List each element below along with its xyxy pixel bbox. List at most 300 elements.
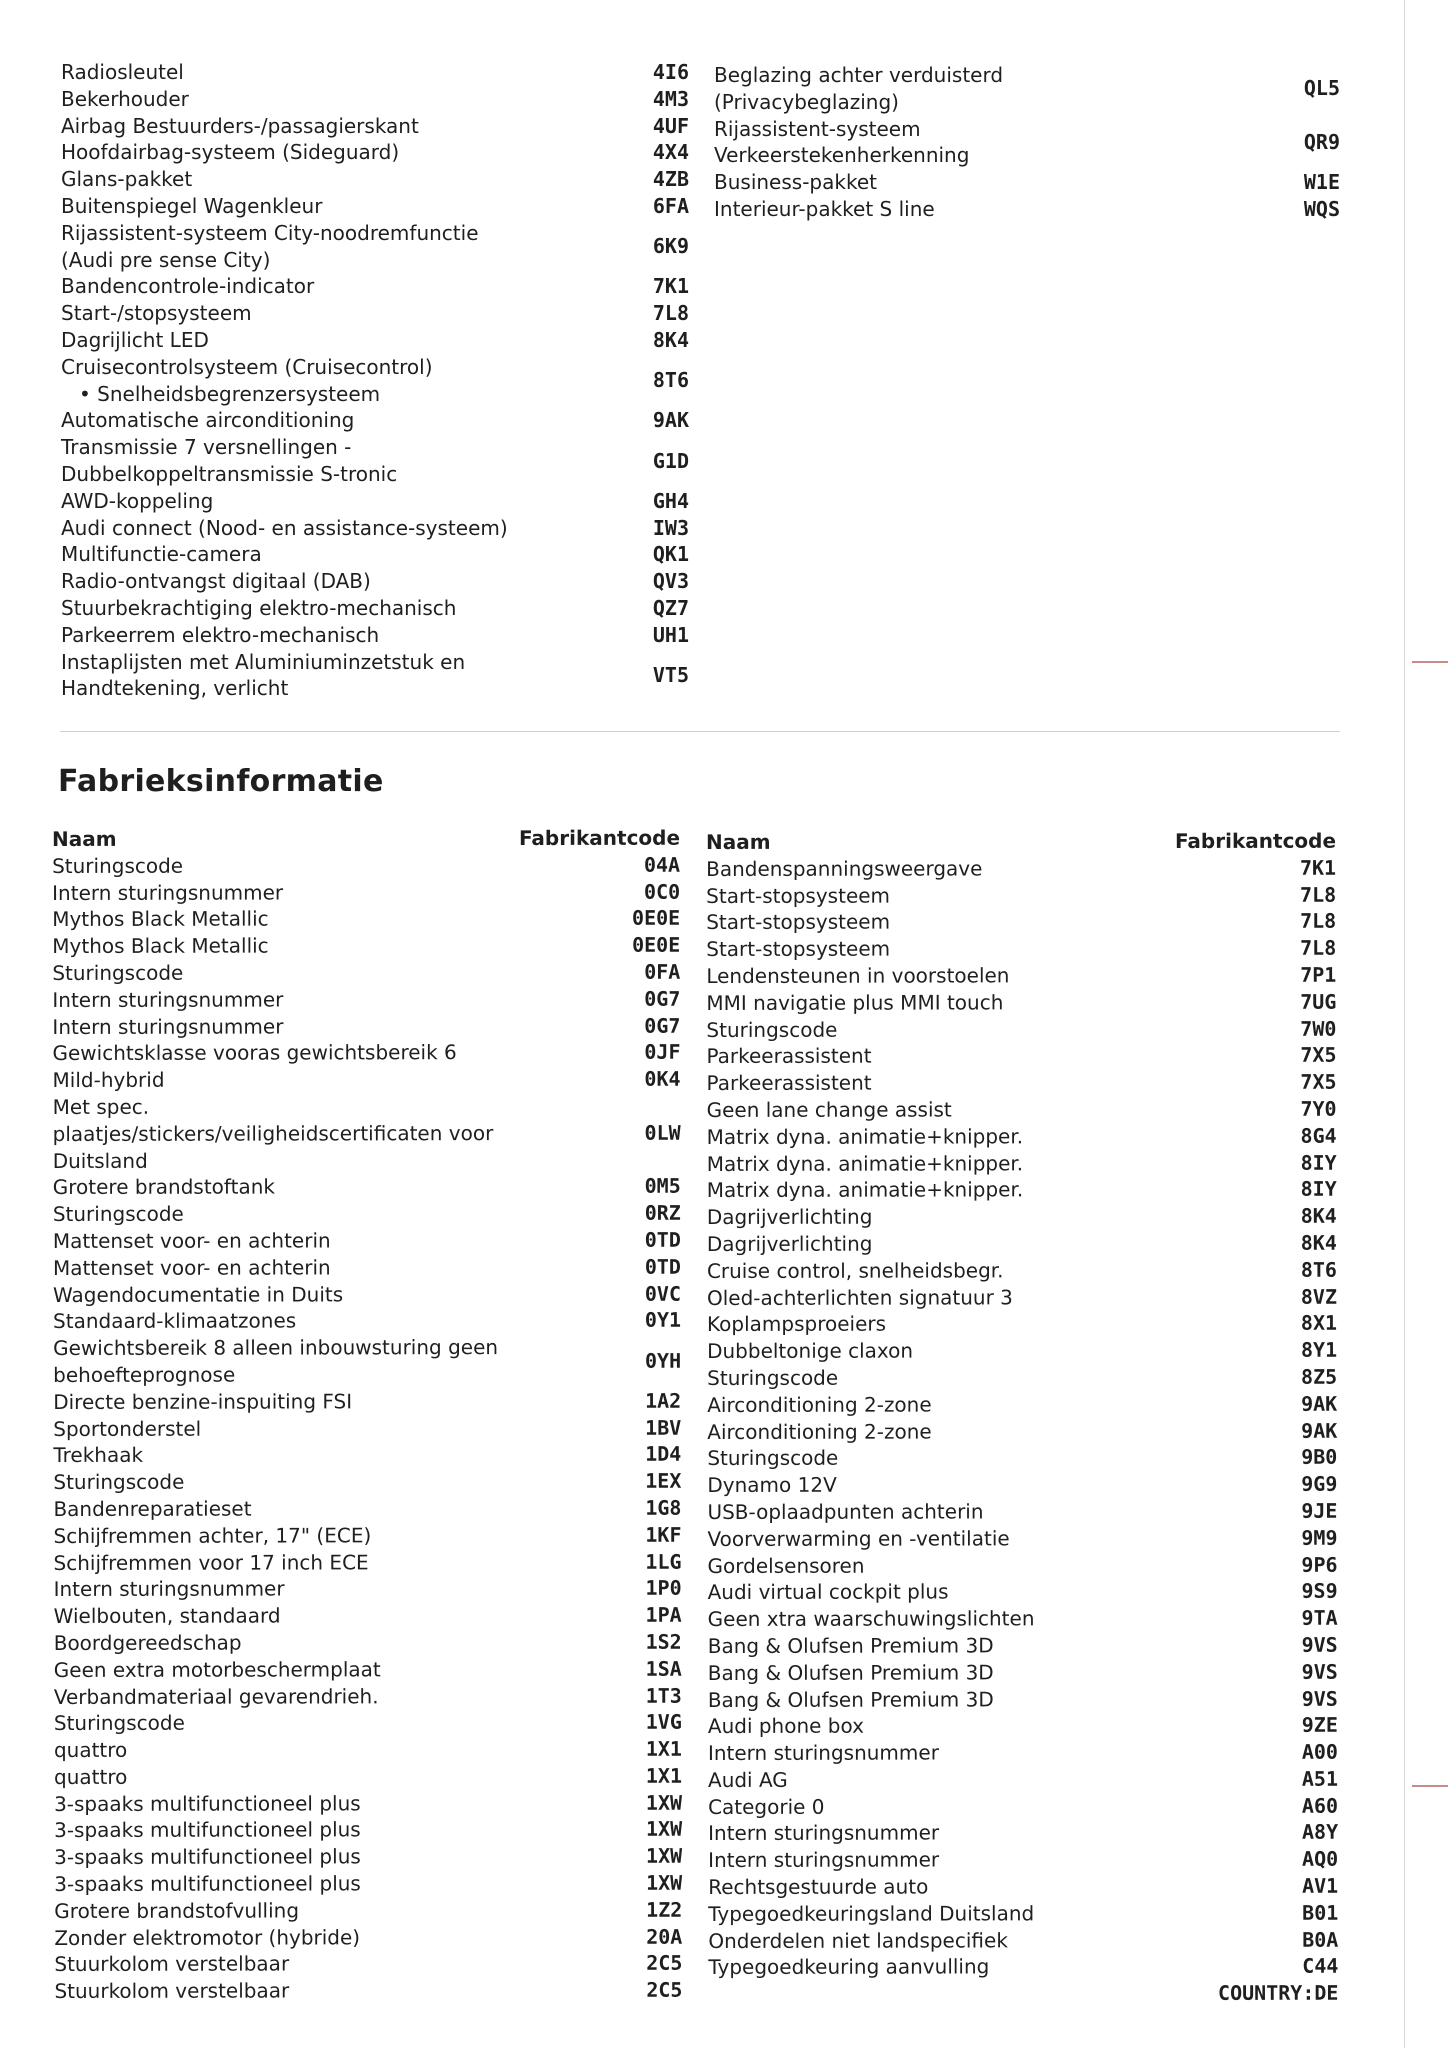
- item-description: [54, 1575, 646, 1603]
- list-item: [707, 1256, 1337, 1284]
- item-code: 1T3: [645, 1683, 682, 1708]
- item-code: 7L8: [652, 301, 689, 326]
- item-description: [53, 1468, 645, 1496]
- list-item: [54, 1843, 682, 1871]
- item-description: [707, 1498, 1301, 1526]
- list-item: [53, 1441, 681, 1469]
- item-code: 0C0: [643, 879, 681, 904]
- item-description-line: Parkeerassistent: [706, 1044, 872, 1069]
- item-code: QZ7: [652, 595, 689, 620]
- item-description: [61, 568, 653, 595]
- item-description: [714, 169, 1304, 196]
- table-header: [52, 825, 680, 853]
- item-code: 0FA: [644, 959, 681, 984]
- item-code: 0TD: [644, 1227, 681, 1252]
- item-description-line: Sturingscode: [53, 1469, 185, 1495]
- list-item: [706, 1015, 1336, 1043]
- item-description-line: Audi virtual cockpit plus: [707, 1579, 949, 1605]
- item-code: GH4: [652, 488, 689, 513]
- list-item: [707, 1176, 1337, 1204]
- item-code: 2C5: [646, 1977, 683, 2003]
- item-description-line: Geen lane change assist: [706, 1097, 952, 1122]
- list-item: [714, 169, 1340, 196]
- list-item: [706, 881, 1336, 909]
- item-code: 7L8: [1299, 882, 1337, 907]
- item-code: 9VS: [1301, 1632, 1338, 1657]
- item-description: [54, 1629, 646, 1657]
- item-description-line: Dagrijlicht LED: [61, 327, 209, 352]
- item-description: [61, 434, 653, 488]
- item-description: [61, 541, 653, 568]
- list-item: [707, 1069, 1337, 1097]
- item-description-line: Start-stopsysteem: [706, 936, 891, 962]
- item-description: [52, 959, 644, 987]
- list-item: [53, 1093, 681, 1175]
- list-item: [708, 1953, 1338, 1981]
- item-code: 9AK: [1301, 1391, 1338, 1416]
- item-description: [53, 1495, 645, 1523]
- item-description-line: Matrix dyna. animatie+knipper.: [706, 1177, 1024, 1203]
- list-item: [53, 1414, 681, 1442]
- list-item: [61, 273, 689, 300]
- list-item: [708, 1873, 1338, 1901]
- list-item: [54, 1950, 682, 1978]
- item-description-line: Airconditioning 2-zone: [707, 1419, 932, 1444]
- item-code: 1P0: [645, 1575, 682, 1601]
- list-item: [706, 1042, 1336, 1070]
- item-description-line: Matrix dyna. animatie+knipper.: [706, 1150, 1024, 1176]
- list-item: [707, 1096, 1337, 1124]
- item-description: [53, 1066, 645, 1094]
- item-description: [61, 166, 653, 193]
- item-description-line: Met spec.: [52, 1094, 150, 1119]
- item-description-line: Dubbelkoppeltransmissie S-tronic: [61, 461, 398, 486]
- item-code: UH1: [652, 622, 689, 647]
- item-description-line: Sportonderstel: [53, 1416, 202, 1441]
- item-code: 1X1: [645, 1763, 683, 1788]
- list-item: [54, 1709, 682, 1737]
- item-description-line: Start-stopsysteem: [706, 883, 891, 908]
- item-description-line: Verkeerstekenherkenning: [714, 143, 970, 168]
- item-description: [53, 1173, 645, 1201]
- item-description: [54, 1843, 646, 1871]
- item-description: [707, 1310, 1301, 1338]
- list-item: [53, 1280, 681, 1308]
- column-header-code: Fabrikantcode: [1174, 828, 1337, 854]
- item-description: [706, 989, 1300, 1017]
- item-description-line: Intern sturingsnummer: [53, 1576, 285, 1602]
- list-item: [53, 1253, 681, 1281]
- item-description-line: Voorverwarming en -ventilatie: [707, 1526, 1010, 1551]
- item-description: [706, 908, 1300, 936]
- item-description: [54, 1602, 646, 1630]
- item-description-line: Radio-ontvangst digitaal (DAB): [61, 569, 371, 594]
- item-code: 9G9: [1301, 1471, 1338, 1496]
- list-item: [707, 1524, 1337, 1552]
- item-description-line: Business-pakket: [714, 170, 877, 195]
- item-description-line: Geen extra motorbeschermplaat: [53, 1657, 381, 1682]
- item-description-line: Geen xtra waarschuwingslichten: [707, 1606, 1035, 1632]
- item-description-line: Wagendocumentatie in Duits: [52, 1281, 344, 1307]
- item-description-line: AWD-koppeling: [61, 488, 214, 513]
- item-description: [53, 1441, 645, 1469]
- list-item: [52, 959, 680, 987]
- list-item: [52, 985, 680, 1013]
- item-description: [708, 1900, 1302, 1928]
- factory-table-left: [52, 825, 682, 2005]
- item-description: [52, 932, 632, 960]
- list-item: [53, 1387, 681, 1415]
- item-description: [61, 595, 653, 622]
- item-code: 1Z2: [646, 1897, 683, 1922]
- item-description-line: 3-spaaks multifunctioneel plus: [54, 1791, 361, 1816]
- item-code: 1LG: [645, 1549, 682, 1574]
- item-description: [53, 1093, 645, 1175]
- item-description-line: behoefteprognose: [53, 1362, 236, 1387]
- item-description: [54, 1897, 646, 1925]
- item-description: [708, 1658, 1302, 1686]
- item-code: 0LW: [644, 1120, 681, 1145]
- item-description: [706, 935, 1300, 963]
- item-description-line: Rechtsgestuurde auto: [708, 1874, 929, 1900]
- item-code: 9JE: [1301, 1498, 1338, 1523]
- item-description-line: Wielbouten, standaard: [53, 1603, 281, 1629]
- item-description-line: Audi connect (Nood- en assistance-systeem): [61, 515, 508, 540]
- list-item: [708, 1900, 1338, 1928]
- list-item: [61, 488, 689, 515]
- item-description-line: Handtekening, verlicht: [61, 676, 289, 701]
- item-code: WQS: [1303, 196, 1340, 221]
- column-header-code: Fabrikantcode: [518, 825, 681, 851]
- list-item: [54, 1816, 682, 1844]
- item-description-line: Gewichtsklasse vooras gewichtsbereik 6: [52, 1040, 457, 1066]
- item-description: [61, 113, 653, 140]
- item-code: W1E: [1303, 170, 1340, 195]
- item-description-line: (Privacybeglazing): [714, 89, 899, 114]
- list-item: [714, 62, 1340, 116]
- item-description-line: Airconditioning 2-zone: [707, 1392, 932, 1417]
- item-description-line: Cruisecontrolsysteem (Cruisecontrol): [61, 354, 433, 379]
- list-item: [54, 1977, 682, 2005]
- item-description-line: Rijassistent-systeem City-noodremfunctie: [61, 220, 479, 245]
- item-description-line: Grotere brandstoftank: [52, 1174, 275, 1200]
- item-description-line: Boordgereedschap: [53, 1630, 242, 1655]
- item-code: 0VC: [644, 1281, 682, 1306]
- item-description: [708, 1873, 1302, 1901]
- item-description: [54, 1789, 646, 1817]
- item-description-line: Start-stopsysteem: [706, 910, 891, 935]
- list-item: [706, 908, 1336, 936]
- item-code: 9VS: [1301, 1659, 1338, 1684]
- item-description: [53, 1414, 645, 1442]
- item-code: 1D4: [645, 1442, 682, 1467]
- item-code: 1A2: [645, 1388, 682, 1413]
- options-list-left: [61, 59, 689, 702]
- item-description-line: Oled-achterlichten signatuur 3: [706, 1284, 1013, 1310]
- item-description-line: 3-spaaks multifunctioneel plus: [54, 1844, 361, 1870]
- list-item: [53, 1200, 681, 1228]
- item-description: [54, 1763, 646, 1791]
- list-item: [708, 1819, 1338, 1847]
- item-code: 1VG: [645, 1709, 682, 1735]
- list-item: [708, 1605, 1338, 1633]
- item-description: [706, 962, 1300, 990]
- item-description-line: Schijfremmen achter, 17" (ECE): [53, 1523, 372, 1548]
- item-description-line: Intern sturingsnummer: [52, 1014, 284, 1039]
- item-description: [708, 1739, 1302, 1767]
- item-description-line: Multifunctie-camera: [61, 542, 262, 567]
- item-description: [54, 1548, 646, 1576]
- item-description: [706, 1042, 1300, 1070]
- item-description-line: Schijfremmen voor 17 inch ECE: [53, 1549, 369, 1575]
- item-description: [707, 1069, 1301, 1097]
- item-code: 1XW: [645, 1790, 683, 1815]
- item-code: AQ0: [1302, 1846, 1339, 1872]
- list-item: [53, 1307, 681, 1335]
- item-code: 8G4: [1300, 1123, 1337, 1148]
- item-code: QK1: [652, 542, 689, 567]
- list-item: [706, 935, 1336, 963]
- list-item: [707, 1364, 1337, 1392]
- list-item: [54, 1682, 682, 1710]
- item-description: [706, 855, 1300, 883]
- item-description-line: 3-spaaks multifunctioneel plus: [54, 1817, 361, 1843]
- list-item: [61, 541, 689, 568]
- list-item: [61, 166, 689, 193]
- scan-mark-top: [1412, 661, 1448, 663]
- item-description-line: Beglazing achter verduisterd: [714, 63, 1004, 87]
- item-code: 7K1: [1299, 855, 1337, 880]
- item-description-line: Bang & Olufsen Premium 3D: [707, 1686, 994, 1712]
- item-description: [53, 1387, 645, 1415]
- item-code: 4I6: [652, 60, 689, 84]
- item-description-line: Parkeerrem elektro-mechanisch: [61, 622, 380, 647]
- item-description: [61, 59, 653, 86]
- list-item: [61, 113, 689, 140]
- item-code: 1EX: [645, 1468, 682, 1493]
- list-item: [61, 434, 689, 488]
- item-description: [52, 852, 644, 880]
- item-code: 8K4: [1300, 1230, 1337, 1255]
- item-description-line: Bekerhouder: [61, 86, 189, 111]
- item-description: [708, 1551, 1302, 1579]
- item-description-line: Stuurkolom verstelbaar: [54, 1978, 290, 2004]
- item-code: B01: [1302, 1900, 1339, 1925]
- item-code: 0Y1: [644, 1308, 682, 1333]
- item-description-line: Sturingscode: [52, 960, 184, 985]
- item-description-line: Onderdelen niet landspecifiek: [708, 1928, 1008, 1953]
- item-description-line: Bang & Olufsen Premium 3D: [707, 1660, 994, 1685]
- item-code: A00: [1301, 1739, 1338, 1764]
- item-code: 0M5: [644, 1174, 681, 1199]
- list-item: [707, 1498, 1337, 1526]
- item-code: 0E0E: [631, 906, 681, 931]
- item-code: A51: [1301, 1766, 1339, 1791]
- item-description-line: Audi AG: [707, 1767, 788, 1792]
- item-code: QL5: [1303, 76, 1340, 101]
- item-description: [707, 1471, 1301, 1499]
- list-item: [706, 962, 1336, 990]
- item-description: [707, 1257, 1301, 1285]
- factory-rows-left: [52, 851, 682, 2005]
- item-code: 8T6: [1300, 1257, 1337, 1282]
- item-description-line: 3-spaaks multifunctioneel plus: [54, 1871, 361, 1897]
- list-item: [52, 851, 680, 879]
- item-code: 0G7: [644, 1013, 681, 1038]
- list-item: [61, 59, 689, 86]
- item-description-line: Start-/stopsysteem: [61, 301, 252, 326]
- item-code: 9TA: [1301, 1605, 1338, 1630]
- item-description-line: Bandenspanningsweergave: [706, 856, 983, 881]
- list-item: [707, 1417, 1337, 1445]
- item-code: 4X4: [652, 140, 689, 165]
- item-description: [708, 1846, 1302, 1874]
- item-code: 7P1: [1300, 962, 1337, 987]
- item-description: [714, 116, 1304, 170]
- list-item: [706, 854, 1336, 882]
- item-description: [706, 881, 1300, 909]
- table-header: [706, 828, 1336, 856]
- column-header-name: Naam: [706, 829, 771, 854]
- list-item: [52, 905, 680, 933]
- item-description-line: Intern sturingsnummer: [708, 1847, 940, 1873]
- list-item: [53, 1227, 681, 1255]
- list-item: [707, 1444, 1337, 1472]
- list-item: [708, 1846, 1338, 1874]
- item-description: [708, 1578, 1302, 1606]
- item-description: [708, 1792, 1302, 1820]
- item-description-line: Standaard-klimaatzones: [53, 1308, 297, 1334]
- list-item: [707, 1230, 1337, 1258]
- list-item: [53, 1521, 681, 1549]
- item-description: [61, 139, 653, 166]
- list-item: [708, 1578, 1338, 1606]
- list-item: [53, 1468, 681, 1496]
- item-description-line: Rijassistent-systeem: [714, 116, 921, 141]
- item-code: 8Y1: [1300, 1337, 1338, 1362]
- item-description: [52, 1039, 644, 1067]
- item-code: 1X1: [645, 1736, 682, 1761]
- item-description: [708, 1953, 1302, 1981]
- list-item: [708, 1685, 1338, 1713]
- item-description-line: Sturingscode: [52, 1201, 184, 1227]
- item-description-line: Dagrijverlichting: [706, 1204, 873, 1230]
- list-item: [707, 1310, 1337, 1338]
- item-description: [708, 1605, 1302, 1633]
- item-description-line: Categorie 0: [708, 1794, 825, 1819]
- list-item: [54, 1575, 682, 1603]
- item-description: [707, 1096, 1301, 1124]
- list-item: [54, 1763, 682, 1791]
- item-description-line: Mattenset voor- en achterin: [52, 1255, 331, 1280]
- item-description-line: Intern sturingsnummer: [52, 987, 284, 1012]
- list-item: [61, 354, 689, 408]
- item-description: [61, 407, 653, 434]
- item-description-line: (Audi pre sense City): [61, 247, 271, 272]
- item-description-line: Transmissie 7 versnellingen -: [61, 435, 352, 460]
- list-item: [54, 1655, 682, 1683]
- item-code: 1SA: [645, 1656, 682, 1681]
- item-description: [61, 193, 653, 220]
- item-code: VT5: [652, 662, 689, 687]
- list-item: [54, 1923, 682, 1951]
- item-code: 8X1: [1300, 1311, 1338, 1336]
- item-description: [54, 1709, 646, 1737]
- item-description-line: quattro: [53, 1764, 128, 1789]
- item-code: 8K4: [1300, 1203, 1337, 1228]
- section-divider: [60, 731, 1340, 732]
- options-list-right: [714, 62, 1340, 223]
- item-description: [708, 1819, 1302, 1847]
- item-description: [54, 1682, 646, 1710]
- item-description-line: Gewichtsbereik 8 alleen inbouwsturing geen: [53, 1335, 499, 1361]
- item-description-line: Zonder elektromotor (hybride): [54, 1925, 361, 1950]
- item-description: [53, 1521, 645, 1549]
- item-code: 9S9: [1301, 1578, 1338, 1604]
- list-item: [52, 932, 680, 960]
- item-code: 1G8: [645, 1495, 682, 1520]
- item-code: 1XW: [646, 1843, 683, 1869]
- item-description: [61, 273, 653, 300]
- item-description: [61, 354, 653, 408]
- item-description: [714, 196, 1304, 223]
- item-description-line: Typegoedkeuringsland Duitsland: [708, 1901, 1035, 1926]
- item-description: [61, 327, 653, 354]
- list-item: [61, 327, 689, 354]
- item-description: [707, 1390, 1301, 1418]
- list-item: [61, 220, 689, 274]
- item-description-line: Intern sturingsnummer: [708, 1820, 940, 1846]
- list-item: [707, 1471, 1337, 1499]
- item-description-line: Mythos Black Metallic: [52, 906, 269, 932]
- list-item: [61, 622, 689, 649]
- item-description: [708, 1685, 1302, 1713]
- item-code: 7K1: [652, 274, 689, 299]
- item-description: [61, 220, 653, 274]
- list-item: [707, 1149, 1337, 1177]
- factory-rows-right: [706, 854, 1338, 1981]
- item-code: 2C5: [646, 1951, 683, 1976]
- list-item: [707, 1337, 1337, 1365]
- section-title: Fabrieksinformatie: [58, 764, 384, 799]
- item-description-line: Directe benzine-inspuiting FSI: [53, 1389, 353, 1414]
- item-description-line: Hoofdairbag-systeem (Sideguard): [61, 140, 400, 165]
- list-item: [707, 1122, 1337, 1150]
- item-description-line: USB-oplaadpunten achterin: [707, 1499, 984, 1524]
- item-description: [708, 1766, 1302, 1794]
- item-code: 0YH: [644, 1348, 682, 1373]
- item-description-line: Sturingscode: [52, 853, 184, 878]
- item-code: C44: [1302, 1954, 1339, 1979]
- item-description-line: Stuurkolom verstelbaar: [54, 1951, 290, 1977]
- list-item: [53, 1334, 681, 1389]
- item-code: 9M9: [1301, 1525, 1338, 1550]
- item-description-line: Automatische airconditioning: [61, 408, 355, 433]
- item-description-line: Radiosleutel: [61, 60, 184, 84]
- item-description-line: Dynamo 12V: [707, 1472, 837, 1498]
- list-item: [61, 300, 689, 327]
- item-description: [707, 1364, 1301, 1392]
- item-description: [707, 1417, 1301, 1445]
- list-item: [54, 1897, 682, 1925]
- list-item: [714, 196, 1340, 223]
- list-item: [708, 1632, 1338, 1660]
- list-item: [54, 1789, 682, 1817]
- list-item: [707, 1283, 1337, 1311]
- item-code: IW3: [652, 515, 689, 540]
- item-description-line: Intern sturingsnummer: [52, 880, 284, 905]
- list-item: [708, 1792, 1338, 1820]
